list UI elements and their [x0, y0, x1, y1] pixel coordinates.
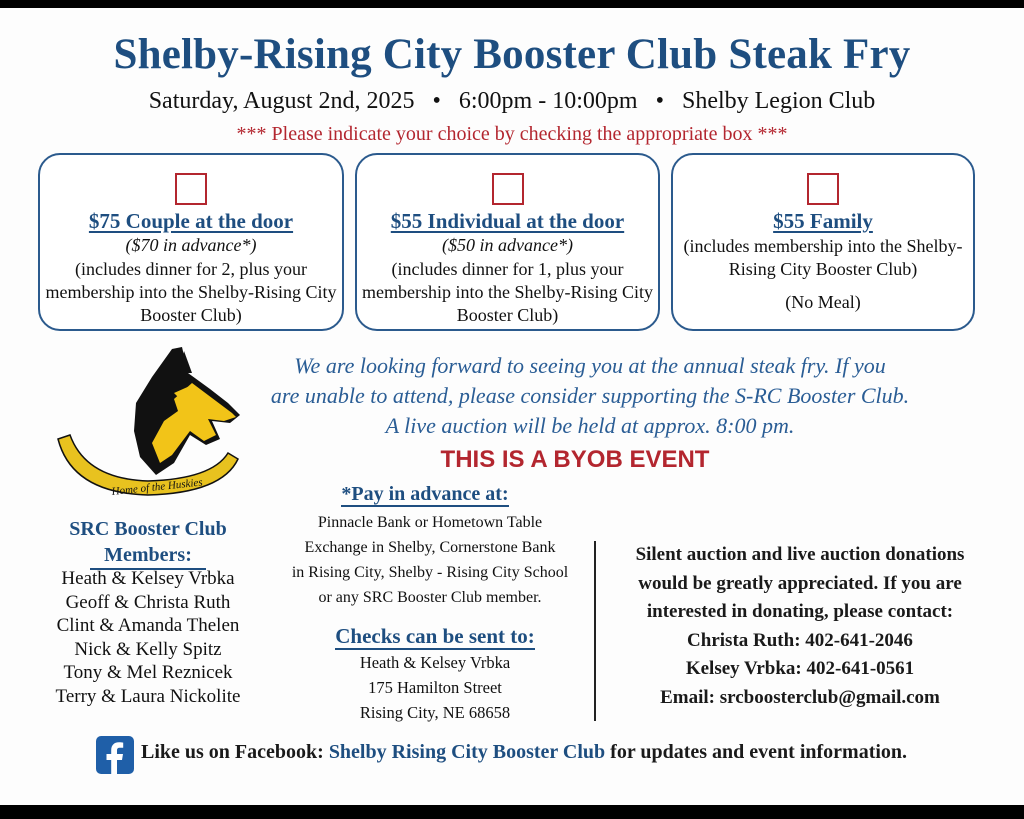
option-description: (includes dinner for 1, plus your membership into the Shelby-Rising City Booster Club) [362, 259, 653, 325]
member-name: Geoff & Christa Ruth [65, 591, 231, 613]
member-name: Heath & Kelsey Vrbka [61, 568, 235, 589]
checks-address: Heath & Kelsey Vrbka 175 Hamilton Street Rising City, NE 68658 [359, 653, 511, 722]
members-heading: SRC Booster Club Members: [40, 516, 256, 570]
individual-checkbox[interactable] [492, 173, 524, 205]
member-name: Clint & Amanda Thelen [56, 615, 240, 636]
pay-locations: Pinnacle Bank or Hometown Table Exchange in Shelby, Cornerstone Bank in Rising City, Shelby - Rising City School or any SRC Booster Club member. [291, 514, 569, 606]
welcome-line: A live auction will be held at approx. 8:00 pm. [385, 413, 795, 438]
facebook-suffix: for updates and event information. [610, 741, 908, 763]
option-advance-price: ($50 in advance*) [442, 235, 573, 255]
contact-kelsey: Kelsey Vrbka: 402-641-0561 [685, 658, 915, 679]
flyer-page [0, 8, 1024, 805]
welcome-message [240, 351, 940, 441]
event-dateline [0, 88, 1024, 115]
option-description: (includes dinner for 2, plus your membership into the Shelby-Rising City Booster Club) [45, 259, 337, 325]
event-time: 6:00pm - 10:00pm [458, 88, 638, 114]
option-individual [355, 153, 660, 331]
option-title: $55 Family [773, 209, 873, 233]
welcome-line: We are looking forward to seeing you at the annual steak fry. If you [294, 353, 886, 378]
huskies-logo [52, 343, 248, 503]
contact-email[interactable]: Email: srcboosterclub@gmail.com [660, 686, 940, 708]
pay-in-advance-heading: *Pay in advance at: [341, 483, 509, 505]
facebook-page-link[interactable]: Shelby Rising City Booster Club [328, 741, 606, 763]
option-title: $75 Couple at the door [88, 209, 294, 233]
choice-instruction: *** Please indicate your choice by checking the appropriate box *** [236, 123, 788, 145]
logo-text: Home of the Huskies [111, 476, 204, 498]
separator-dot: • [655, 88, 664, 114]
event-title: Shelby-Rising City Booster Club Steak Fry [113, 31, 911, 78]
member-name: Terry & Laura Nickolite [55, 685, 241, 707]
contact-christa: Christa Ruth: 402-641-2046 [687, 629, 913, 651]
facebook-icon[interactable] [96, 736, 134, 774]
checks-heading: Checks can be sent to: [335, 624, 535, 648]
option-advance-price: ($70 in advance*) [125, 235, 257, 255]
option-note: (No Meal) [785, 292, 861, 312]
family-checkbox[interactable] [807, 173, 839, 205]
option-title: $55 Individual at the door [390, 209, 625, 233]
event-date: Saturday, August 2nd, 2025 [148, 88, 415, 114]
member-name: Tony & Mel Reznicek [63, 662, 233, 683]
member-name: Nick & Kelly Spitz [74, 638, 222, 660]
donation-info: Silent auction and live auction donations would be greatly appreciated. If you are interested in donating, please contact: Christa Ruth: 402-641-2046 Kelsey Vrbka: 402-641-0561 Email: srcboosterclub@gmail.com [600, 541, 1000, 712]
welcome-line: are unable to attend, please consider supporting the S-RC Booster Club. [270, 383, 910, 408]
members-list [30, 567, 266, 708]
option-family [671, 153, 975, 331]
column-divider [594, 541, 596, 721]
option-description: (includes membership into the Shelby-Rising City Booster Club) [683, 236, 963, 279]
option-couple [38, 153, 344, 331]
byob-notice: THIS IS A BYOB EVENT [440, 446, 710, 473]
facebook-line [141, 741, 1011, 764]
couple-checkbox[interactable] [175, 173, 207, 205]
event-venue: Shelby Legion Club [681, 88, 876, 114]
separator-dot: • [432, 88, 441, 114]
facebook-prefix: Like us on Facebook: [141, 741, 324, 763]
